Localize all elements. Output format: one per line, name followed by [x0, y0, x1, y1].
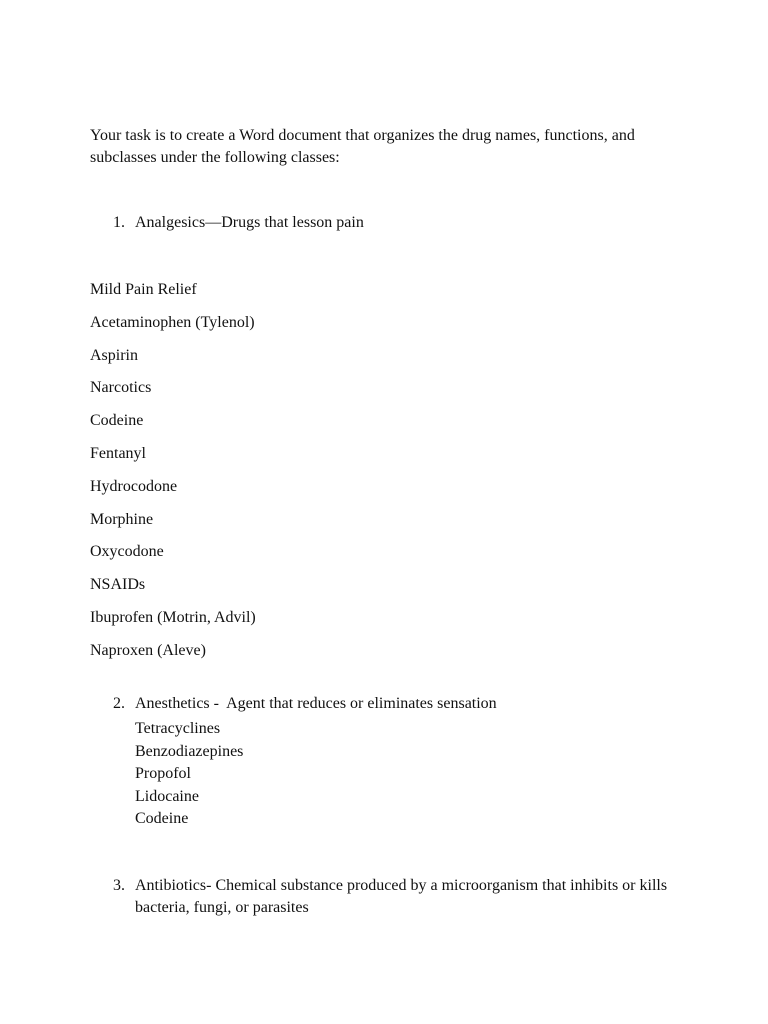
- list-item: Aspirin: [90, 346, 138, 364]
- list-item: Hydrocodone: [90, 477, 178, 495]
- list-item: NSAIDs: [90, 576, 146, 594]
- section-3-heading: [113, 875, 693, 919]
- section-3-number: 3.: [113, 877, 125, 894]
- list-item: Acetaminophen (Tylenol): [90, 313, 255, 331]
- section-2-drug-list: [135, 718, 243, 831]
- list-item: Tetracyclines: [135, 720, 221, 737]
- section-3-title: Antibiotics- Chemical substance produced by a microorganism that inhibits or kills bacteria, fungi, or parasites: [135, 877, 668, 916]
- section-1-heading: [113, 214, 364, 232]
- section-1-number: 1.: [113, 214, 125, 231]
- list-item: Codeine: [135, 810, 189, 827]
- list-item: Propofol: [135, 765, 191, 782]
- intro-paragraph: Your task is to create a Word document that organizes the drug names, functions, and subclasses under the following classes:: [90, 127, 635, 166]
- list-item: Benzodiazepines: [135, 742, 244, 760]
- list-item: Mild Pain Relief: [90, 281, 197, 298]
- list-item: Oxycodone: [90, 543, 164, 561]
- section-1-title: Analgesics—Drugs that lesson pain: [135, 214, 364, 231]
- section-2-number: 2.: [113, 695, 125, 712]
- list-item: Codeine: [90, 412, 144, 430]
- list-item: Narcotics: [90, 379, 152, 397]
- section-2-heading: [113, 695, 497, 713]
- list-item: Morphine: [90, 510, 154, 528]
- list-item: Fentanyl: [90, 444, 146, 462]
- section-2-title: Anesthetics - Agent that reduces or eliminates sensation: [135, 695, 497, 712]
- list-item: Lidocaine: [135, 787, 199, 805]
- section-1-drug-list: [90, 279, 256, 673]
- list-item: Ibuprofen (Motrin, Advil): [90, 608, 256, 626]
- list-item: Naproxen (Aleve): [90, 641, 206, 659]
